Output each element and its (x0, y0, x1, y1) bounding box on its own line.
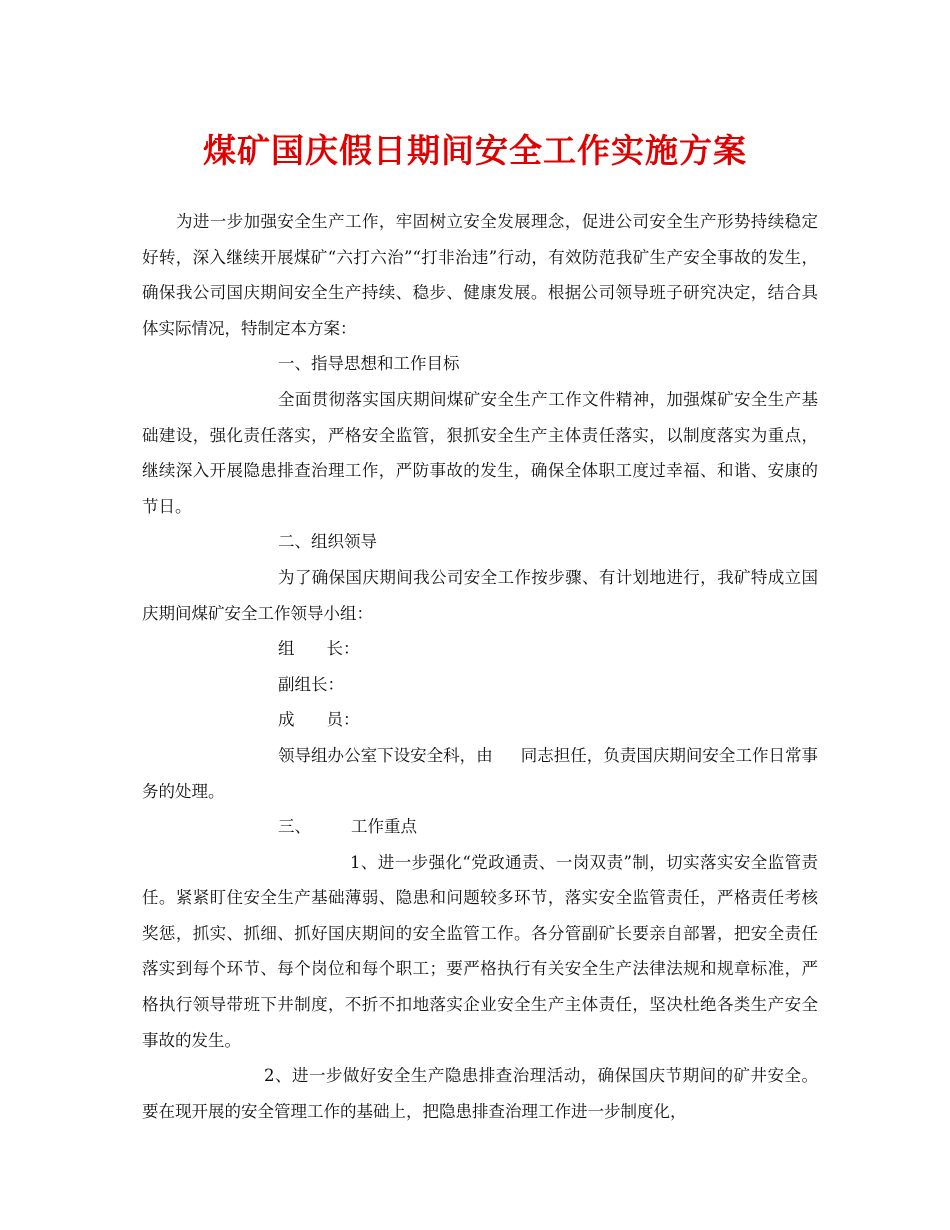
deputy-line: 副组长： (278, 674, 344, 694)
leader-line (142, 631, 818, 667)
section-3-number: 三、 (278, 817, 311, 837)
office-part-1: 领导组办公室下设安全科，由 (278, 745, 493, 765)
document-title: 煤矿国庆假日期间安全工作实施方案 (203, 131, 747, 170)
leader-label-b: 长： (326, 639, 360, 659)
section-2-heading: 二、组织领导 (278, 532, 377, 552)
member-line (142, 702, 818, 738)
member-label-a: 成 (278, 710, 295, 730)
item-2-paragraph: 2、进一步做好安全生产隐患排查治理活动，确保国庆节期间的矿井安全。要在现开展的安全管理工作的基础上，把隐患排查治理工作进一步制度化， (142, 1066, 818, 1121)
office-paragraph (142, 738, 818, 809)
intro-paragraph: 为进一步加强安全生产工作，牢固树立安全发展理念，促进公司安全生产形势持续稳定好转，深入继续开展煤矿“六打六治”“打非治违”行动，有效防范我矿生产安全事故的发生，确保我公司国庆期间安全生产持续、稳步、健康发展。根据公司领导班子研究决定，结合具体实际情况，特制定本方案： (142, 212, 818, 338)
section-1-heading: 一、指导思想和工作目标 (278, 354, 460, 374)
leader-label-a: 组 (278, 639, 295, 659)
office-part-2: 同志担任，负责国庆期间安全工作日常事务的处理。 (142, 745, 819, 801)
member-label-b: 员： (326, 710, 360, 730)
section-3-title: 工作重点 (351, 817, 417, 837)
item-1-paragraph: 1、进一步强化“党政通责、一岗双责”制，切实落实安全监管责任。紧紧盯住安全生产基础薄弱、隐患和问题较多环节，落实安全监管责任，严格责任考核奖惩，抓实、抓细、抓好国庆期间的安全监管工作。各分管副矿长要亲自部署，把安全责任落实到每个环节、每个岗位和每个职工；要严格执行有关安全生产法律法规和规章标准，严格执行领导带班下井制度，不折不扣地落实企业安全生产主体责任，坚决杜绝各类生产安全事故的发生。 (142, 852, 818, 1050)
section-3-heading (142, 809, 818, 845)
section-1-body: 全面贯彻落实国庆期间煤矿安全生产工作文件精神，加强煤矿安全生产基础建设，强化责任落实，严格安全监管，狠抓安全生产主体责任落实，以制度落实为重点，继续深入开展隐患排查治理工作，严防事故的发生，确保全体职工度过幸福、和谐、安康的节日。 (142, 389, 818, 516)
document-body (142, 204, 818, 1129)
section-2-body: 为了确保国庆期间我公司安全工作按步骤、有计划地进行，我矿特成立国庆期间煤矿安全工作领导小组： (142, 567, 818, 623)
